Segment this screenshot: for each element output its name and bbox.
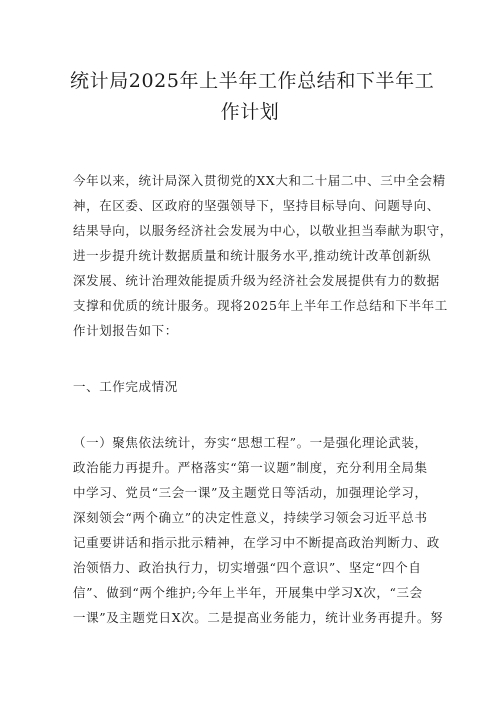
- title-line: 统计局2025年上半年工作总结和下半年工: [70, 70, 435, 92]
- paragraph-line: 深发展、统计治理效能提质升级为经济社会发展提供有力的数据: [73, 273, 440, 288]
- paragraph-line: 记重要讲话和指示批示精神，在学习中不断提高政治判断力、政: [73, 535, 440, 550]
- paragraph-line: 一课”及主题党日X次。二是提高业务能力，统计业务再提升。努: [73, 610, 444, 625]
- paragraph-line: 进一步提升统计数据质量和统计服务水平,推动统计改革创新纵: [73, 248, 432, 263]
- paragraph-line: 作计划报告如下：: [73, 323, 178, 338]
- title-line: 作计划: [220, 101, 280, 123]
- paragraph-line: 政治能力再提升。严格落实“第一议题”制度，充分利用全局集: [73, 460, 428, 475]
- section-heading: [73, 374, 435, 399]
- paragraph-line: 神，在区委、区政府的坚强领导下，坚持目标导向、问题导向、: [73, 198, 440, 213]
- paragraph-line: 今年以来，统计局深入贯彻党的XX大和二十届二中、三中全会精: [73, 173, 446, 188]
- paragraph-line: 支撑和优质的统计服务。现将2025年上半年工作总结和下半年工: [73, 298, 448, 313]
- section-paragraph: [73, 430, 444, 630]
- paragraph-line: 深刻领会“两个确立”的决定性意义，持续学习领会习近平总书: [73, 510, 428, 525]
- paragraph-line: 结果导向，以服务经济社会发展为中心，以敬业担当奉献为职守，: [73, 223, 453, 238]
- section-heading-text: 一、工作完成情况: [73, 379, 178, 394]
- paragraph-line: 中学习、党员“三会一课”及主题党日等活动，加强理论学习，: [73, 485, 428, 500]
- document-title: [70, 66, 435, 128]
- paragraph-line: 信”、做到“两个维护;今年上半年，开展集中学习X次，“三会: [73, 585, 423, 600]
- intro-paragraph: [73, 168, 453, 343]
- paragraph-line: 治领悟力、政治执行力，切实增强“四个意识”、坚定“四个自: [73, 560, 422, 575]
- paragraph-line: （一）聚焦依法统计，夯实“思想工程”。一是强化理论武装，: [73, 435, 428, 450]
